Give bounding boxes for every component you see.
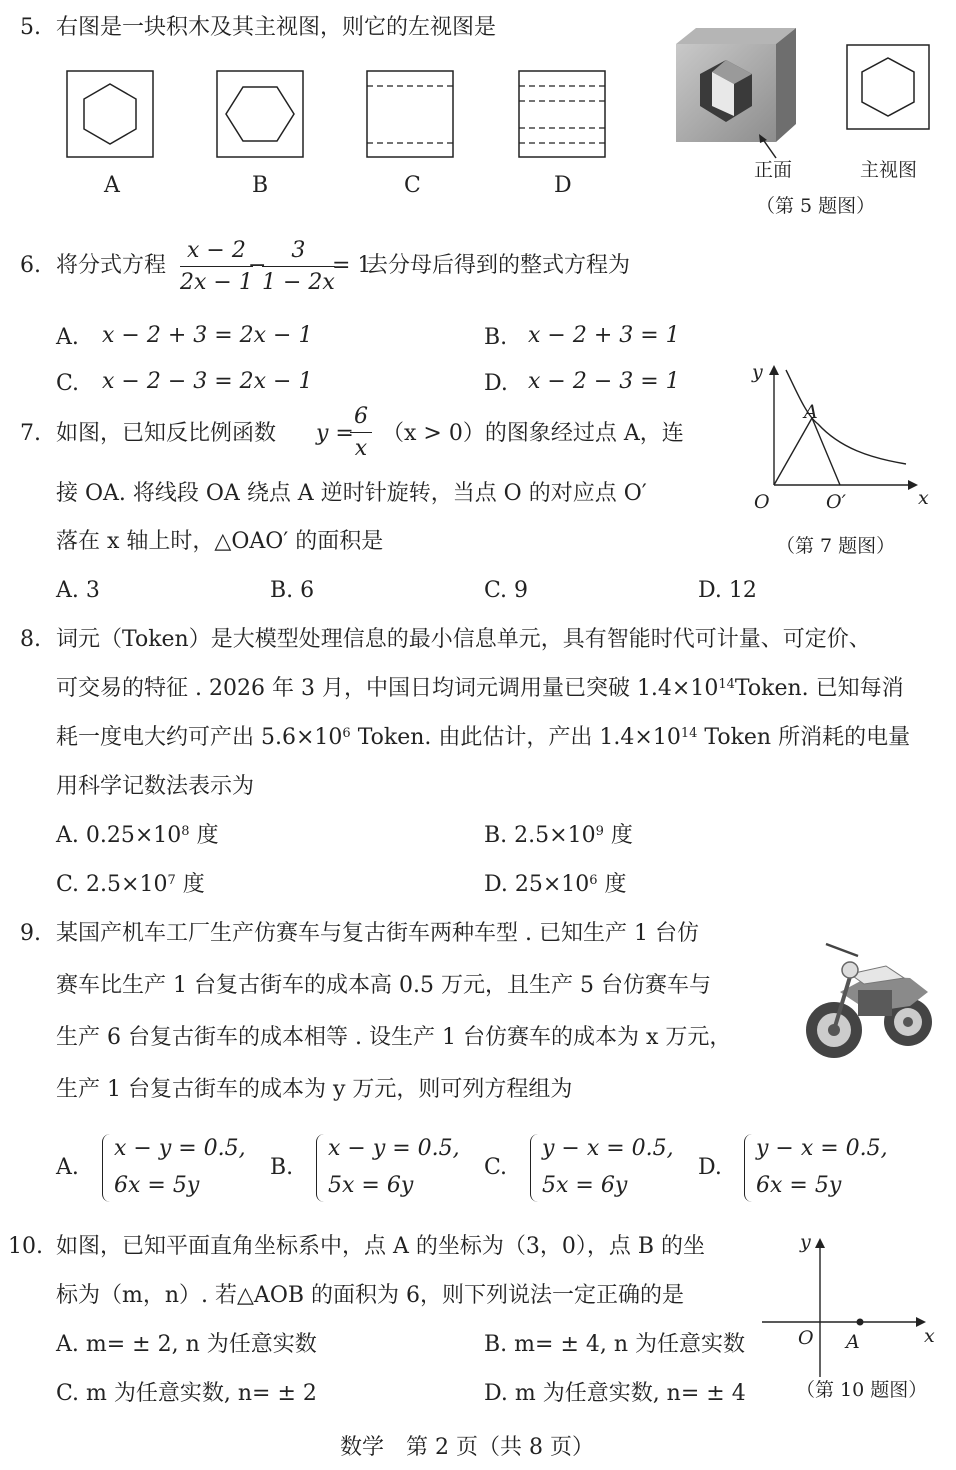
q8-line1: 词元（Token）是大模型处理信息的最小信息单元，具有智能时代可计量、可定价、	[56, 627, 871, 652]
q9-option-c-label: C.	[484, 1155, 508, 1180]
q9-option-d-label: D.	[698, 1155, 722, 1180]
q10-fig-x: x	[924, 1325, 935, 1347]
q6-option-b-label: B.	[484, 325, 508, 350]
q5-main-view-figure	[846, 44, 932, 132]
q5-main-view-label: 主视图	[860, 159, 918, 181]
q6-option-c: x − 2 − 3 = 2x − 1	[102, 369, 313, 394]
q6-stem-pre: 将分式方程	[56, 253, 167, 278]
q9-option-a-label: A.	[56, 1155, 79, 1180]
q10-fig-point-a: A	[846, 1331, 860, 1353]
q7-y-equals: y =	[316, 421, 354, 446]
q5-stem: 右图是一块积木及其主视图，则它的左视图是	[56, 15, 497, 40]
q8-option-b-exponent: 9	[595, 824, 604, 839]
q7-line1-pre: 如图，已知反比例函数	[56, 421, 277, 446]
q8-option-a-pre: A. 0.25×10	[56, 823, 182, 848]
q8-line2-post: Token. 已知每消	[734, 676, 904, 701]
q6-fraction-2	[262, 236, 335, 299]
q9-option-c-brace	[530, 1134, 539, 1202]
q9-option-a-system	[114, 1130, 246, 1204]
q8-line3-exponent-2: 14	[680, 726, 698, 741]
q6-fraction-2-denominator: 1 − 2x	[262, 270, 335, 295]
q5-front-label: 正面	[754, 159, 793, 181]
q6-stem-post: 去分母后得到的整式方程为	[366, 253, 631, 278]
q8-option-b	[484, 822, 633, 850]
q5-option-a-figure	[66, 70, 156, 160]
q8-option-a-post: 度	[189, 823, 219, 848]
q10-line2: 标为（m，n）. 若△AOB 的面积为 6，则下列说法一定正确的是	[56, 1283, 685, 1308]
q9-option-c-eq1: y − x = 0.5,	[542, 1136, 674, 1161]
q9-option-b-eq2: 5x = 6y	[328, 1173, 414, 1198]
q8-option-c-exponent: 7	[167, 873, 176, 888]
q8-line2-pre: 可交易的特征 . 2026 年 3 月，中国日均词元调用量已突破 1.4×10	[56, 676, 719, 701]
q9-option-a-brace	[102, 1134, 111, 1202]
q7-line2: 接 OA. 将线段 OA 绕点 A 逆时针旋转，当点 O 的对应点 O′	[56, 481, 647, 506]
q7-fig-y: y	[752, 361, 763, 383]
q8-line2	[56, 675, 904, 703]
q7-fig-point-a: A	[804, 401, 818, 423]
q9-option-b-label: B.	[270, 1155, 294, 1180]
q5-option-c-label: C	[404, 173, 421, 198]
q9-option-d-system	[756, 1130, 888, 1204]
q8-line3-pre: 耗一度电大约可产出 5.6×10	[56, 725, 343, 750]
q5-option-a-label: A	[104, 173, 120, 198]
q9-option-c-eq2: 5x = 6y	[542, 1173, 628, 1198]
q6-fraction-1-denominator: 2x − 1	[180, 270, 253, 295]
q10-number: 10.	[8, 1234, 43, 1259]
page-footer: 数学 第 2 页（共 8 页）	[340, 1435, 594, 1460]
q6-minus: −	[248, 253, 267, 278]
q8-line2-exponent: 14	[718, 677, 735, 692]
q8-option-b-post: 度	[603, 823, 633, 848]
q10-option-a: A. m= ± 2, n 为任意实数	[56, 1332, 317, 1357]
q6-option-c-label: C.	[56, 371, 80, 396]
q9-line3: 生产 6 台复古街车的成本相等 . 设生产 1 台仿赛车的成本为 x 万元，	[56, 1025, 732, 1050]
q8-option-c	[56, 871, 205, 899]
q7-fraction-denominator: x	[354, 436, 368, 461]
q9-line1: 某国产机车工厂生产仿赛车与复古街车两种车型 . 已知生产 1 台仿	[56, 921, 699, 946]
q7-fig-origin: O	[754, 491, 770, 513]
q8-option-c-pre: C. 2.5×10	[56, 872, 168, 897]
q7-fraction	[350, 402, 372, 465]
q8-line3	[56, 724, 910, 752]
q5-block-photo	[672, 26, 802, 148]
q6-equals-one: = 1	[332, 253, 372, 278]
q10-fig-origin: O	[798, 1327, 814, 1349]
q7-fraction-numerator: 6	[350, 402, 372, 433]
q9-option-d-eq1: y − x = 0.5,	[756, 1136, 888, 1161]
q9-line4: 生产 1 台复古街车的成本为 y 万元，则可列方程组为	[56, 1077, 573, 1102]
q7-fig-x: x	[918, 487, 929, 509]
q6-option-a: x − 2 + 3 = 2x − 1	[102, 323, 313, 348]
q9-motorcycle-photo	[800, 926, 940, 1066]
q8-line4: 用科学记数法表示为	[56, 774, 255, 799]
q5-option-c-figure	[366, 70, 456, 160]
q7-caption: （第 7 题图）	[776, 535, 896, 557]
q6-fraction-1-numerator: x − 2	[180, 236, 253, 267]
q10-caption: （第 10 题图）	[796, 1379, 928, 1401]
q8-option-c-post: 度	[175, 872, 205, 897]
q8-option-a-exponent: 8	[181, 824, 190, 839]
q6-option-d: x − 2 − 3 = 1	[528, 369, 680, 394]
q7-option-b: B. 6	[270, 578, 315, 603]
q5-option-d-label: D	[554, 173, 572, 198]
q5-option-d-figure	[518, 70, 608, 160]
q10-option-b: B. m= ± 4, n 为任意实数	[484, 1332, 746, 1357]
q9-line2: 赛车比生产 1 台复古街车的成本高 0.5 万元，且生产 5 台仿赛车与	[56, 973, 711, 998]
q10-option-d: D. m 为任意实数, n= ± 4	[484, 1381, 746, 1406]
q10-option-c: C. m 为任意实数, n= ± 2	[56, 1381, 317, 1406]
q6-option-b: x − 2 + 3 = 1	[528, 323, 680, 348]
q8-option-d-pre: D. 25×10	[484, 872, 590, 897]
q7-option-a: A. 3	[56, 578, 100, 603]
q5-number: 5.	[20, 15, 41, 40]
q10-line1: 如图，已知平面直角坐标系中，点 A 的坐标为（3，0），点 B 的坐	[56, 1234, 706, 1259]
q8-line3-exponent: 6	[342, 726, 351, 741]
q8-line3-mid: Token. 由此估计，产出 1.4×10	[350, 725, 681, 750]
q5-option-b-label: B	[252, 173, 269, 198]
q7-option-c: C. 9	[484, 578, 529, 603]
q8-option-d	[484, 871, 627, 899]
q9-option-b-eq1: x − y = 0.5,	[328, 1136, 460, 1161]
q9-option-d-eq2: 6x = 5y	[756, 1173, 842, 1198]
q9-option-c-system	[542, 1130, 674, 1204]
q7-number: 7.	[20, 421, 41, 446]
q7-option-d: D. 12	[698, 578, 757, 603]
q8-option-a	[56, 822, 219, 850]
q8-line3-post: Token 所消耗的电量	[697, 725, 911, 750]
q9-option-b-brace	[316, 1134, 325, 1202]
q6-option-a-label: A.	[56, 325, 79, 350]
q7-fig-point-o-prime: O′	[826, 491, 846, 513]
q10-fig-y: y	[800, 1231, 811, 1253]
q9-option-b-system	[328, 1130, 460, 1204]
q8-option-d-post: 度	[597, 872, 627, 897]
q10-figure	[756, 1232, 936, 1382]
q9-option-a-eq2: 6x = 5y	[114, 1173, 200, 1198]
q6-fraction-2-numerator: 3	[262, 236, 335, 267]
q6-fraction-1	[180, 236, 253, 299]
q9-option-a-eq1: x − y = 0.5,	[114, 1136, 246, 1161]
q8-option-b-pre: B. 2.5×10	[484, 823, 596, 848]
q5-option-b-figure	[216, 70, 306, 160]
q8-option-d-exponent: 6	[589, 873, 598, 888]
q7-line3: 落在 x 轴上时，△OAO′ 的面积是	[56, 529, 384, 554]
q8-number: 8.	[20, 627, 41, 652]
q5-caption: （第 5 题图）	[756, 195, 876, 217]
q9-option-d-brace	[744, 1134, 753, 1202]
q6-number: 6.	[20, 253, 41, 278]
q7-condition: （x > 0）的图象经过点 A，连	[382, 421, 684, 446]
q6-option-d-label: D.	[484, 371, 508, 396]
q9-number: 9.	[20, 921, 41, 946]
